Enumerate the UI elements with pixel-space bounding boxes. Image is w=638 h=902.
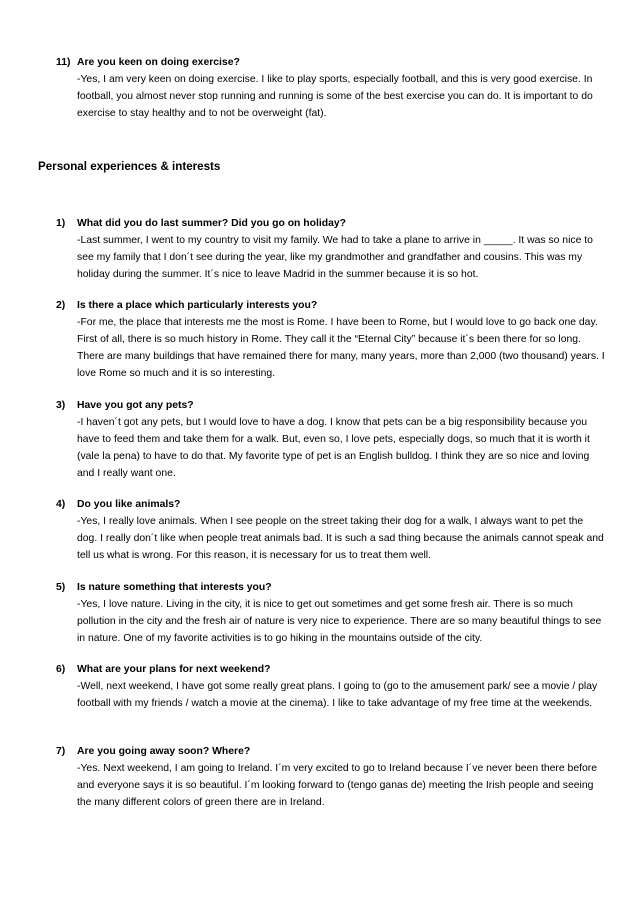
question-number: 1) bbox=[56, 218, 66, 229]
question-text: Is nature something that interests you? bbox=[77, 582, 272, 593]
answer-text: -Well, next weekend, I have got some really great plans. I going to (go to the amusement park/ see a movie / play football with my friends / watch a movie at the cinema). I like to take advantage of my free time at the weekends. bbox=[77, 680, 598, 709]
question-number: 6) bbox=[56, 664, 66, 675]
answer-text: -Yes, I am very keen on doing exercise. I like to play sports, especially football, and this is very good exercise. In football, you almost never stop running and running is some of the best exercise you can do. It is important to do exercise to stay healthy and to not be overweight (fat). bbox=[77, 73, 593, 119]
question-heading bbox=[56, 55, 606, 72]
question-number: 3) bbox=[56, 400, 66, 411]
question-block-4 bbox=[56, 497, 606, 565]
answer-text: -Yes. Next weekend, I am going to Ireland. I´m very excited to go to Ireland because I´ve never been there before and everyone says it is so beautiful. I´m looking forward to (tengo ganas de) meeting the Irish people and seeing the many different colors of green there are in Ireland. bbox=[77, 762, 598, 808]
answer-text: -Last summer, I went to my country to visit my family. We had to take a plane to arrive in _____. It was so nice to see my family that I don´t see during the year, like my grandmother and grandfather and cousins. This was my holiday during the summer. It´s nice to leave Madrid in the summer because it is so hot. bbox=[77, 234, 593, 280]
answer-text: -Yes, I love nature. Living in the city, it is nice to get out sometimes and get some fresh air. There is so much pollution in the city and the fresh air of nature is very nice to experience. There are so many beautiful things to see in nature. One of my favorite activities is to go hiking in the mountains outside of the city. bbox=[77, 598, 602, 644]
question-heading bbox=[56, 398, 606, 415]
question-number: 11) bbox=[56, 57, 71, 68]
question-text: Are you going away soon? Where? bbox=[77, 746, 251, 757]
question-block-2 bbox=[56, 298, 606, 383]
question-block-1 bbox=[56, 216, 606, 284]
question-block-3 bbox=[56, 398, 606, 483]
question-block-6 bbox=[56, 662, 606, 713]
answer-text: -I haven´t got any pets, but I would love to have a dog. I know that pets can be a big responsibility because you have to feed them and take them for a walk. But, even so, I love pets, especially dogs, so much that it is worth it (vale la pena) to have to do that. My favorite type of pet is an English bulldog. I think they are so nice and loving and I really want one. bbox=[77, 416, 590, 479]
question-text: Do you like animals? bbox=[77, 499, 181, 510]
question-text: Is there a place which particularly interests you? bbox=[77, 300, 318, 311]
question-block-5 bbox=[56, 580, 606, 648]
question-text: Are you keen on doing exercise? bbox=[77, 57, 240, 68]
question-heading bbox=[56, 662, 606, 679]
question-heading bbox=[56, 580, 606, 597]
answer-text: -Yes, I really love animals. When I see people on the street taking their dog for a walk, I always want to pet the dog. I really don´t like when people treat animals bad. It is such a sad thing because the animals cannot speak and tell us what is wrong. For this reason, it is necessary for us to treat them well. bbox=[77, 515, 604, 561]
question-heading bbox=[56, 744, 606, 761]
answer-text: -For me, the place that interests me the most is Rome. I have been to Rome, but I would love to go back one day. First of all, there is so much history in Rome. They call it the “Eternal City” because it´s been there for so long. There are many buildings that have remained there for many, many years, more than 2,000 (two thousand) years. I love Rome so much and it is so interesting. bbox=[77, 316, 605, 379]
question-number: 2) bbox=[56, 300, 66, 311]
question-number: 5) bbox=[56, 582, 66, 593]
question-text: Have you got any pets? bbox=[77, 400, 194, 411]
question-heading bbox=[56, 497, 606, 514]
question-block-7 bbox=[56, 744, 606, 812]
question-heading bbox=[56, 298, 606, 315]
question-heading bbox=[56, 216, 606, 233]
question-text: What did you do last summer? Did you go on holiday? bbox=[77, 218, 347, 229]
question-number: 7) bbox=[56, 746, 66, 757]
section-heading: Personal experiences & interests bbox=[38, 160, 221, 173]
question-block-11 bbox=[56, 55, 606, 123]
question-number: 4) bbox=[56, 499, 66, 510]
question-text: What are your plans for next weekend? bbox=[77, 664, 271, 675]
